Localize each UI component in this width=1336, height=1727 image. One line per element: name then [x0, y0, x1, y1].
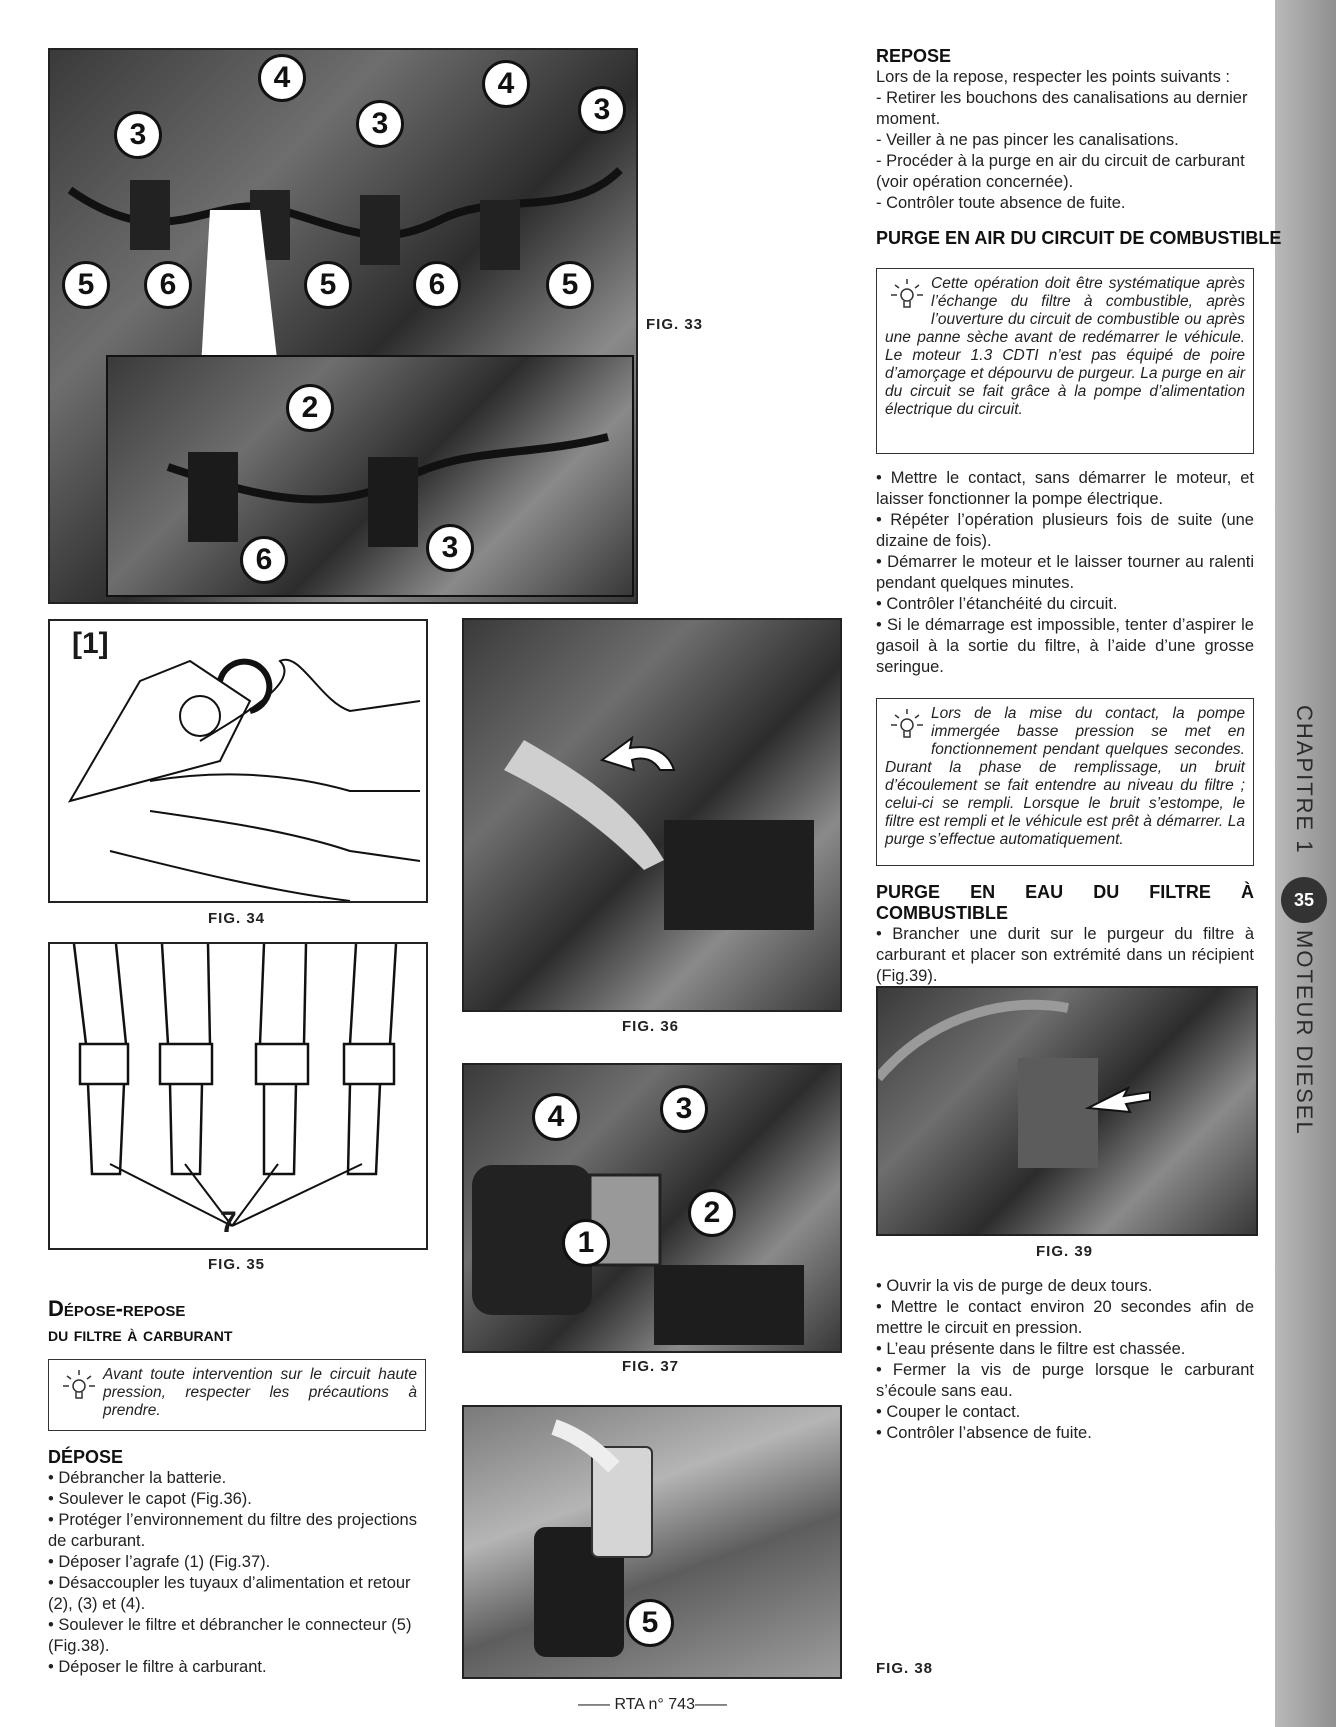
repose-item: - Procéder à la purge en air du circuit de carburant (voir opération concernée). — [876, 152, 1245, 191]
depose-item: • Déposer le filtre à carburant. — [48, 1658, 267, 1676]
purge-air-item: • Si le démarrage est impossible, tenter d’aspirer le gasoil à la sortie du filtre, à l’aide d’une grosse seringue. — [876, 616, 1254, 676]
fig33-callout: 5 — [546, 261, 594, 309]
depose-item: • Soulever le capot (Fig.36). — [48, 1490, 252, 1508]
depose-heading: DÉPOSE — [48, 1447, 124, 1467]
fig37-callout: 1 — [562, 1219, 610, 1267]
purge-eau-item: • Couper le contact. — [876, 1403, 1021, 1421]
purge-eau-steps — [876, 1276, 1254, 1444]
purge-eau-section — [876, 882, 1254, 987]
fig33-inset-photo — [106, 355, 634, 597]
fig33-callout: 3 — [114, 111, 162, 159]
fig33-callout: 6 — [144, 261, 192, 309]
chapter-label: CHAPITRE 1 — [1292, 705, 1317, 855]
purge-eau-item: • Mettre le contact environ 20 secondes afin de mettre le circuit en pression. — [876, 1298, 1254, 1337]
depose-item: • Soulever le filtre et débrancher le connecteur (5) (Fig.38). — [48, 1616, 412, 1655]
fig37-callout: 3 — [660, 1085, 708, 1133]
fig34-drawing — [48, 619, 428, 903]
fig38-caption: FIG. 38 — [876, 1660, 934, 1677]
caution-note-box — [48, 1359, 426, 1431]
purge-eau-heading: PURGE EN EAU DU FILTRE À COMBUSTIBLE — [876, 882, 1254, 923]
purge-air-item: • Contrôler l’étanchéité du circuit. — [876, 595, 1118, 613]
fig35-drawing — [48, 942, 428, 1250]
page-number-badge: 35 — [1281, 877, 1327, 923]
fig37-caption: FIG. 37 — [622, 1358, 680, 1375]
fig34-label: [1] — [72, 627, 109, 660]
purge-air-steps — [876, 468, 1254, 678]
purge-eau-intro: • Brancher une durit sur le purgeur du filtre à carburant et placer son extrémité dans un récipient (Fig.39). — [876, 925, 1254, 985]
fig33-callout: 6 — [413, 261, 461, 309]
purge-eau-item: • L’eau présente dans le filtre est chassée. — [876, 1340, 1186, 1358]
fig35-callout: 7 — [220, 1206, 237, 1239]
repose-intro: Lors de la repose, respecter les points suivants : — [876, 68, 1231, 86]
page-footer: —— RTA n° 743—— — [578, 1696, 727, 1713]
fig33-callout: 2 — [286, 384, 334, 432]
purge-air-item: • Mettre le contact, sans démarrer le moteur, et laisser fonctionner la pompe électrique. — [876, 469, 1254, 508]
lightbulb-icon — [57, 1366, 101, 1406]
fig33-callout: 6 — [240, 536, 288, 584]
fig35-caption: FIG. 35 — [208, 1256, 266, 1273]
section-label: MOTEUR DIESEL — [1292, 930, 1317, 1136]
fig36-photo — [462, 618, 842, 1012]
fig37-callout: 4 — [532, 1093, 580, 1141]
fig33-callout: 3 — [578, 86, 626, 134]
repose-item: - Contrôler toute absence de fuite. — [876, 194, 1126, 212]
chapter-sidebar — [1275, 0, 1336, 1727]
fig37-callout: 2 — [688, 1189, 736, 1237]
purge-air-note-text: Cette opération doit être systématique après l’échange du filtre à combustible, après l’ouverture du circuit de combustible ou après une panne sèche avant de redémarrer le véhicule. Le moteur 1.3 CDTI n’est pas équipé de poire d’amorçage et dépourvu de purgeur. La purge en air du circuit se fait grâce à la pompe d’alimentation électrique du circuit. — [885, 275, 1245, 418]
lightbulb-icon — [885, 275, 929, 315]
depose-repose-title-line2: du filtre à carburant — [48, 1324, 233, 1346]
fig33-callout: 3 — [356, 100, 404, 148]
lightbulb-icon — [885, 705, 929, 745]
purge-air-item: • Répéter l’opération plusieurs fois de suite (une dizaine de fois). — [876, 511, 1254, 550]
depose-item: • Désaccoupler les tuyaux d’alimentation et retour (2), (3) et (4). — [48, 1574, 411, 1613]
purge-air-item: • Démarrer le moteur et le laisser tourner au ralenti pendant quelques minutes. — [876, 553, 1254, 592]
fig33-callout: 5 — [62, 261, 110, 309]
depose-item: • Déposer l’agrafe (1) (Fig.37). — [48, 1553, 271, 1571]
purge-air-note2-text: Lors de la mise du contact, la pompe immergée basse pression se met en fonctionnement pendant quelques secondes. Durant la phase de remplissage, un bruit d’écoulement se fait entendre au niveau du filtre ; celui-ci se rempli. Lorsque le bruit s’estompe, le filtre est rempli et le véhicule est prêt à démarrer. La purge s’effectue automatiquement. — [885, 705, 1245, 848]
fig33-caption: FIG. 33 — [646, 316, 704, 333]
fig39-photo — [876, 986, 1258, 1236]
repose-item: - Retirer les bouchons des canalisations au dernier moment. — [876, 89, 1248, 128]
purge-eau-item: • Contrôler l’absence de fuite. — [876, 1424, 1092, 1442]
fig33-callout: 5 — [304, 261, 352, 309]
fig34-caption: FIG. 34 — [208, 910, 266, 927]
purge-air-note-box — [876, 268, 1254, 454]
purge-air-note2-box — [876, 698, 1254, 866]
purge-air-heading: PURGE EN AIR DU CIRCUIT DE COMBUSTIBLE — [876, 228, 1282, 248]
fig38-callout: 5 — [626, 1599, 674, 1647]
fig33-engine-photo — [48, 48, 638, 604]
fig33-callout: 4 — [482, 60, 530, 108]
fig39-caption: FIG. 39 — [1036, 1243, 1094, 1260]
purge-eau-item: • Fermer la vis de purge lorsque le carburant s’écoule sans eau. — [876, 1361, 1254, 1400]
depose-section — [48, 1447, 428, 1678]
fig33-callout: 4 — [258, 54, 306, 102]
repose-item: - Veiller à ne pas pincer les canalisations. — [876, 131, 1179, 149]
repose-section — [876, 46, 1254, 214]
depose-repose-title — [48, 1296, 428, 1347]
fig33-callout: 3 — [426, 524, 474, 572]
fig38-photo — [462, 1405, 842, 1679]
purge-eau-item: • Ouvrir la vis de purge de deux tours. — [876, 1277, 1153, 1295]
depose-repose-title-line1: Dépose-repose — [48, 1296, 186, 1321]
depose-item: • Débrancher la batterie. — [48, 1469, 227, 1487]
depose-item: • Protéger l’environnement du filtre des projections de carburant. — [48, 1511, 417, 1550]
fig37-photo — [462, 1063, 842, 1353]
caution-note-text: Avant toute intervention sur le circuit haute pression, respecter les précautions à prendre. — [103, 1366, 417, 1419]
fig36-caption: FIG. 36 — [622, 1018, 680, 1035]
repose-heading: REPOSE — [876, 46, 952, 66]
